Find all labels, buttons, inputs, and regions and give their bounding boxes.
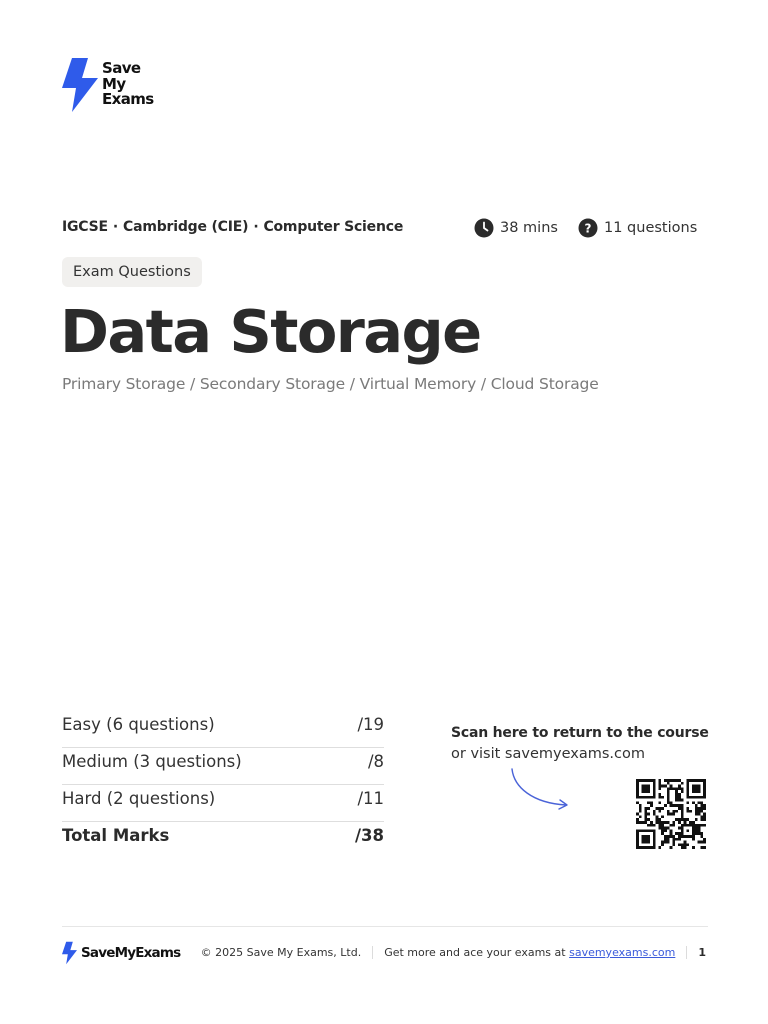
marks-label: Total Marks [62, 826, 170, 845]
breadcrumb-level: IGCSE [62, 219, 108, 235]
topic-list: Primary Storage / Secondary Storage / Virtual Memory / Cloud Storage [62, 375, 599, 393]
website-link[interactable]: savemyexams.com [569, 946, 676, 959]
marks-value: /38 [355, 826, 384, 845]
marks-label: Hard (2 questions) [62, 789, 216, 808]
marks-value: /11 [357, 789, 384, 808]
breadcrumb-separator: · [112, 219, 119, 235]
duration-text: 38 mins [500, 220, 558, 236]
cta-prefix: Get more and ace your exams at [384, 946, 566, 959]
footer-wordmark: SaveMyExams [81, 945, 181, 961]
marks-label: Medium (3 questions) [62, 752, 242, 771]
marks-label: Easy (6 questions) [62, 715, 215, 734]
logo-word-exams: Exams [102, 90, 154, 108]
cta-text [384, 946, 675, 959]
marks-row-hard [62, 785, 384, 822]
footer-info [201, 946, 706, 959]
page-number: 1 [698, 946, 706, 959]
marks-row-medium [62, 748, 384, 785]
meta-row [62, 218, 708, 238]
breadcrumb-subject: Computer Science [263, 219, 404, 235]
clock-icon [474, 218, 494, 238]
question-circle-icon [578, 218, 598, 238]
breadcrumb-separator: · [253, 219, 259, 235]
scan-title: Scan here to return to the course [451, 725, 709, 741]
questions-stat [578, 218, 697, 238]
footer-logo [62, 941, 180, 965]
breadcrumb-board: Cambridge (CIE) [123, 219, 249, 235]
lightning-bolt-icon [62, 941, 77, 965]
questions-text: 11 questions [604, 220, 698, 236]
marks-value: /8 [367, 752, 384, 771]
logo-wordmark [102, 61, 154, 108]
duration-stat [474, 218, 558, 238]
logo-word-my: My [102, 74, 126, 93]
exam-questions-tag: Exam Questions [62, 257, 202, 287]
svg-text:?: ? [584, 221, 592, 236]
breadcrumb [62, 219, 403, 235]
marks-table [62, 711, 384, 859]
page-title: Data Storage [60, 297, 481, 366]
marks-value: /19 [357, 715, 384, 734]
footer-separator [686, 946, 687, 959]
copyright-text: © 2025 Save My Exams, Ltd. [200, 946, 362, 959]
brand-logo [62, 58, 172, 114]
footer-separator [372, 946, 373, 959]
scan-callout [451, 723, 711, 765]
marks-row-easy [62, 711, 384, 748]
logo-word-save: Save [102, 59, 141, 77]
curved-arrow-icon [506, 765, 572, 813]
scan-subtitle: or visit savemyexams.com [451, 746, 645, 762]
qr-code[interactable] [634, 779, 708, 849]
marks-row-total [62, 822, 384, 859]
footer-divider [62, 926, 708, 927]
lightning-bolt-icon [62, 58, 98, 112]
